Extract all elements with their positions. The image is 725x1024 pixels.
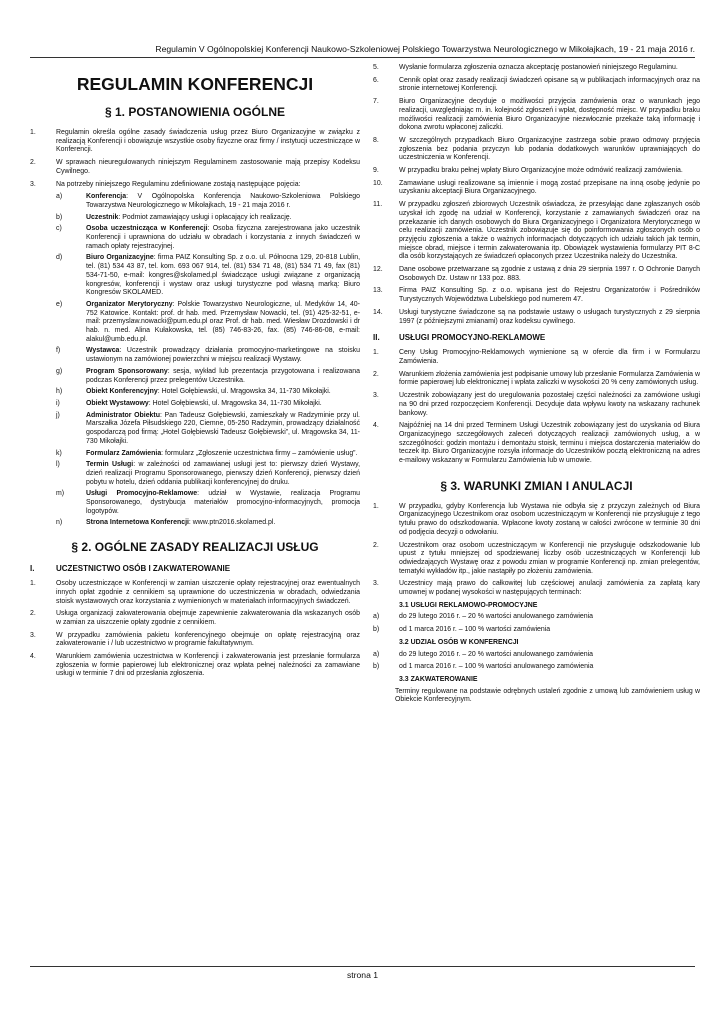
item-text: Na potrzeby niniejszego Regulaminu zdefiniowane zostają następujące pojęcia: bbox=[56, 180, 301, 188]
list-item bbox=[373, 167, 700, 176]
list-item bbox=[30, 181, 360, 190]
item-number: 4. bbox=[30, 653, 36, 661]
term-label: Osoba uczestnicząca w Konferencji bbox=[86, 225, 208, 233]
item-number: 9. bbox=[373, 167, 379, 175]
item-text: Biuro Organizacyjne decyduje o możliwości przyjęcia zamówienia oraz o warunkach jego realizacji, uwzględniając m. in. kolejność zgłoszeń i wpłat, dostępność miejsc. W przypadku braku możliwości realizacji zamówienia Biuro Organizacyjne niezwłocznie przekaże taką informację i dokona zwrotu wpłaconej zaliczki. bbox=[399, 98, 700, 132]
list-item bbox=[373, 98, 700, 133]
list-item bbox=[30, 580, 360, 606]
document-title: REGULAMIN KONFERENCJI bbox=[76, 74, 314, 94]
item-text: Firma PAIZ Konsulting Sp. z o.o. wpisana jest do Rejestru Organizatorów i Pośredników Turystycznych Województwa Lubelskiego pod numerem 47. bbox=[399, 287, 700, 304]
subsection-II-heading: II. USŁUGI PROMOCYJNO-REKLAMOWE bbox=[373, 333, 546, 343]
list-item bbox=[373, 266, 700, 283]
list-item bbox=[56, 193, 360, 210]
item-text: : sesja, wykład lub prezentacja przygotowana i realizowana podczas Konferencji przez prelegentów Uczestnika. bbox=[86, 367, 360, 384]
page-number: strona 1 bbox=[346, 970, 379, 980]
item-text: : Hotel Gołębiewski, ul. Mrągowska 34, 11-730 Mikołajki. bbox=[148, 399, 322, 407]
list-item bbox=[30, 610, 360, 627]
list-item bbox=[373, 180, 700, 197]
list-item bbox=[56, 490, 360, 516]
item-number: 2. bbox=[30, 159, 36, 167]
list-item bbox=[56, 519, 360, 528]
item-number: g) bbox=[56, 367, 63, 375]
item-text: Usługi turystyczne świadczone są na podstawie ustawy o usługach turystycznych z 29 sierpnia 1997 (z późniejszymi zmianami) oraz kodeksu cywilnego. bbox=[399, 308, 700, 325]
item-number: 2. bbox=[30, 610, 36, 618]
item-text: Usługa organizacji zakwaterowania obejmuje zapewnienie zakwaterowania dla wskazanych osób w zamian za uiszczenie opłaty zgodnie z cennikiem. bbox=[56, 610, 360, 626]
list-item bbox=[56, 412, 360, 447]
list-item bbox=[373, 371, 700, 388]
item-text: W przypadku zamówienia pakietu konferencyjnego obejmuje on opłatę rejestracyjną oraz zakwaterowanie i / lub uczestnictwo w programie fakultatywnym. bbox=[56, 631, 360, 648]
item-number: c) bbox=[56, 225, 62, 233]
term-label: Obiekt Wystawowy bbox=[86, 399, 149, 407]
item-number: b) bbox=[56, 213, 63, 221]
item-text: : Osoba fizyczna zarejestrowana jako uczestnik Konferencji i uprawniona do udziału w obradach i korzystania z innych świadczeń w ramach opłaty rejestracyjnej. bbox=[86, 225, 360, 250]
item-text: : www.ptn2016.skolamed.pl. bbox=[188, 519, 276, 527]
item-number: d) bbox=[56, 254, 63, 262]
term-label: Obiekt Konferencyjny bbox=[86, 388, 158, 396]
term-label: Termin Usługi bbox=[86, 461, 134, 469]
item-number: 5. bbox=[373, 64, 379, 71]
item-text: Uczestnikom oraz osobom uczestniczącym w Konferencji nie przysługuje odszkodowanie lub upust z tytułu mniejszej od spodziewanej liczby osób uczestniczących w Konferencji lub odwiedzających Wystawę oraz z powodu zmian w programie Konferencji np. zmian prelegentów, tematyki wykładów itp., jakie nastąpiły po złożeniu zamówienia. bbox=[399, 541, 700, 575]
list-item bbox=[56, 254, 360, 298]
list-item bbox=[56, 450, 360, 459]
item-text: Regulamin określa ogólne zasady świadczenia usług przez Biuro Organizacyjne w związku z realizacją Konferencji i obowiązuje wszystkie osoby fizyczne oraz firmy / instytucji uczestniczące w Konferencji. bbox=[56, 129, 360, 154]
item-text: W przypadku zgłoszeń zbiorowych Uczestnik oświadcza, że przesyłając dane zgłaszanych osób uzyskał ich zgodę na udział w Konferencji, korzystanie z zamawianych świadczeń oraz na przekazanie ich danych osobowych do Biura Organizacyjnego i Organizatora Merytorycznego w celu realizacji zamówienia. Uczestnik zobowiązuje się do poinformowania zgłoszonych osób o przyjęciu zgłoszenia a także o ważnych informacjach dotyczących ich udziału takich jak termin, miejsce obrad, miejsce i termin zakwaterowania itp. Obowiązek wystawienia formularzy PIT 8-C dla osób korzystających ze świadczeń opłaconych przez Uczestnika należy do Uczestnika. bbox=[399, 201, 700, 261]
term-label: Konferencja bbox=[86, 193, 127, 201]
left-column bbox=[30, 64, 360, 683]
item-number: 4. bbox=[373, 422, 379, 430]
list-item bbox=[373, 137, 700, 163]
term-label: Administrator Obiektu bbox=[86, 411, 160, 419]
section-1-list bbox=[30, 129, 360, 189]
item-text: Warunkiem złożenia zamówienia jest podpisanie umowy lub przesłanie Formularza Zamówienia w formie papierowej lub elektronicznej i wpłata zaliczki w wysokości 20 % ceny zamówionych usług. bbox=[399, 370, 700, 387]
list-item bbox=[30, 129, 360, 155]
term-label: Uczestnik bbox=[86, 213, 119, 221]
item-text: W sprawach nieuregulowanych niniejszym Regulaminem zastosowanie mają przepisy Kodeksu Cywilnego. bbox=[56, 159, 360, 175]
list-item bbox=[56, 400, 360, 409]
item-text: Ceny Usług Promocyjno-Reklamowych wymienione są w ofercie dla firm i w Formularzu Zamówienia. bbox=[399, 349, 700, 365]
item-number: m) bbox=[56, 490, 65, 498]
item-text: Dane osobowe przetwarzane są zgodnie z ustawą z dnia 29 sierpnia 1997 r. O Ochronie Danych Osobowych Dz. Ustaw nr 133 poz. 883. bbox=[399, 266, 700, 282]
list-item bbox=[373, 349, 700, 366]
item-number: 10. bbox=[373, 179, 383, 187]
item-text: : Uczestnik prowadzący działania promocyjno-marketingowe na stoisku ustawionym na zamówionej powierzchni w miejscu realizacji Wystawy. bbox=[86, 347, 360, 364]
list-item bbox=[373, 77, 700, 94]
item-text: : Polskie Towarzystwo Neurologiczne, ul. Medyków 14, 40-752 Katowice. Kontakt: prof. dr hab. med. Przemysław Nowacki, tel. (91) 425-32-51, e-mail: przemyslaw.nowacki@pum.edu.pl oraz Prof. dr hab. med. Wiesław Drozdowski i dr hab. n. med. Alina Kułakowska, tel. (85) 746-83-26, fax. (85) 746-86-08, e-mail: alakul@umb.edu.pl. bbox=[86, 300, 360, 343]
list-item bbox=[373, 542, 700, 577]
list-item bbox=[56, 225, 360, 251]
group-3-1-heading: 3.1 USŁUGI REKLAMOWO-PROMOCYJNE bbox=[399, 601, 538, 609]
item-number: 6. bbox=[373, 76, 379, 84]
item-number: n) bbox=[56, 519, 63, 527]
item-text: Wysłanie formularza zgłoszenia oznacza akceptację postanowień niniejszego Regulaminu. bbox=[399, 64, 678, 71]
term-label: Strona Internetowa Konferencji bbox=[86, 519, 189, 527]
item-text: Uczestnicy mają prawo do całkowitej lub częściowej anulacji zamówienia za zapłatą kary umownej w podanej wysokości w następujących terminach: bbox=[399, 580, 700, 597]
item-text: : Podmiot zamawiający usługi i opłacający ich realizację. bbox=[118, 213, 292, 221]
group-3-2-heading: 3.2 UDZIAŁ OSÓB W KONFERENCJI bbox=[399, 638, 519, 646]
list-item bbox=[373, 287, 700, 304]
list-item: b) od 1 marca 2016 r. – 100 % wartości zamówienia bbox=[373, 626, 551, 634]
item-number: 3. bbox=[30, 631, 36, 639]
item-number: 3. bbox=[373, 580, 379, 588]
term-label: Program Sponsorowany bbox=[86, 367, 168, 375]
item-text: Warunkiem zamówienia uczestnictwa w Konferencji i zakwaterowania jest przesłanie formularza zgłoszenia w formie papierowej lub elektronicznej oraz wpłata pełnej należności za zamawiane usługi w terminie 7 dni od przesłania zgłoszenia. bbox=[56, 653, 360, 678]
list-item bbox=[373, 309, 700, 326]
list-item: b) od 1 marca 2016 r. – 100 % wartości anulowanego zamówienia bbox=[373, 663, 594, 671]
accommodation-text: Terminy regulowane na podstawie odrębnych ustaleń zgodnie z umową lub zamówieniem usług w Obiekcie Konferecyjnym. bbox=[395, 687, 700, 704]
item-text: : udział w Wystawie, realizacja Programu Sponsorowanego, dystrybucja materiałów promocyjno-informacyjnych, promocja logotypów. bbox=[86, 490, 361, 515]
term-label: Biuro Organizacyjne bbox=[86, 254, 154, 262]
definitions-list bbox=[30, 193, 360, 528]
list-item bbox=[373, 64, 700, 73]
list-item bbox=[56, 388, 360, 397]
section-1-heading: § 1. POSTANOWIENIA OGÓLNE bbox=[104, 105, 286, 119]
item-number: 13. bbox=[373, 287, 383, 295]
right-column bbox=[373, 64, 700, 708]
item-number: 1. bbox=[373, 349, 379, 357]
list-item bbox=[30, 632, 360, 649]
section-2-list-right bbox=[373, 64, 700, 326]
section-2-heading: § 2. OGÓLNE ZASADY REALIZACJI USŁUG bbox=[71, 540, 319, 555]
list-item bbox=[373, 580, 700, 597]
item-number: 12. bbox=[373, 266, 383, 274]
item-text: : Pan Tadeusz Gołębiewski, zamieszkały w Radzyminie przy ul. Marszałka Józefa Piłsudskiego 220, Ciemne, 05-250 Radzymin, prowadzący działalność gospodarczą pod firmą: „Hotel Gołębiewski Tadeusz Gołębiewski”, ul. Mrągowska 34, 11-730 Mikołajki. bbox=[86, 411, 360, 445]
section-2-list-left bbox=[30, 580, 360, 679]
item-number: 7. bbox=[373, 98, 379, 106]
term-label: Formularz Zamówienia bbox=[86, 449, 162, 457]
list-item: a) do 29 lutego 2016 r. – 20 % wartości anulowanego zamówienia bbox=[373, 613, 593, 621]
list-item bbox=[56, 461, 360, 487]
item-text: W szczególnych przypadkach Biuro Organizacyjne zastrzega sobie prawo odmowy przyjęcia zgłoszenia bez podania przyczyn lub podania dodatkowych warunków uprawniających do uczestniczenia w Konferencji. bbox=[399, 136, 700, 162]
term-label: Wystawca bbox=[86, 347, 120, 355]
item-number: j) bbox=[56, 411, 60, 419]
item-text: : V Ogólnopolska Konferencja Naukowo-Szkoleniowa Polskiego Towarzystwa Neurologicznego w Mikołajkach, 19 - 21 maja 2016 r. bbox=[86, 193, 360, 209]
item-number: l) bbox=[56, 461, 60, 469]
section-3-heading: § 3. WARUNKI ZMIAN I ANULACJI bbox=[440, 478, 633, 493]
item-number: i) bbox=[56, 399, 60, 407]
list-item bbox=[56, 347, 360, 364]
list-item bbox=[30, 653, 360, 679]
term-label: Usługi Promocyjno-Reklamowe bbox=[86, 490, 198, 498]
list-item bbox=[56, 301, 360, 345]
item-number: f) bbox=[56, 347, 61, 355]
list-item bbox=[373, 503, 700, 538]
subsection-I-heading: I. UCZESTNICTWO OSÓB I ZAKWATEROWANIE bbox=[30, 564, 231, 574]
item-text: Uczestnik zobowiązany jest do uregulowania pozostałej części należności za zamówione usługi na 90 dni przed rozpoczęciem Konferencji. Decyduje data wpływu kwoty na wskazany rachunek bankowy. bbox=[399, 392, 700, 417]
item-number: 3. bbox=[30, 180, 36, 188]
header-divider bbox=[30, 57, 695, 58]
item-number: 3. bbox=[373, 392, 379, 400]
page-header: Regulamin V Ogólnopolskiej Konferencji Naukowo-Szkoleniowej Polskiego Towarzystwa Neurologicznego w Mikołajkach, 19 - 21 maja 2016 r. bbox=[155, 44, 695, 54]
list-item bbox=[373, 201, 700, 262]
footer-divider bbox=[30, 966, 695, 967]
group-3-3-heading: 3.3 ZAKWATEROWANIE bbox=[399, 675, 478, 683]
item-text: W przypadku, gdyby Konferencja lub Wystawa nie odbyła się z przyczyn zależnych od Biura Organizacyjnego Uczestnikom oraz osobom uczestniczącym w Konferencji nie przysługuje z tego tytułu prawo do odszkodowania. Wpłacone kwoty zostaną w całości zwrócone w terminie 30 dni od podjęcia decyzji o odwołaniu. bbox=[399, 502, 700, 536]
item-number: 2. bbox=[373, 370, 379, 378]
item-number: 8. bbox=[373, 136, 379, 144]
term-label: Organizator Merytoryczny bbox=[86, 300, 173, 308]
list-item bbox=[373, 422, 700, 466]
item-number: 1. bbox=[373, 502, 379, 510]
item-number: k) bbox=[56, 449, 62, 457]
item-number: e) bbox=[56, 300, 63, 308]
section-3-list bbox=[373, 503, 700, 598]
item-number: 14. bbox=[373, 308, 383, 316]
list-item: a) do 29 lutego 2016 r. – 20 % wartości anulowanego zamówienia bbox=[373, 650, 593, 658]
item-number: 1. bbox=[30, 129, 36, 136]
item-text: Osoby uczestniczące w Konferencji w zamian uiszczenie opłaty rejestracyjnej oraz ewentualnych innych opłat zgodnie z cennikiem są uprawnione do uczestniczenia w obradach, odwiedzania stoisk wystawowych oraz korzystania z wymienionych w materiałach informacyjnych świadczeń. bbox=[56, 580, 360, 605]
item-text: Cennik opłat oraz zasady realizacji świadczeń opisane są w publikacjach informacyjnych oraz na stronie internetowej Konferencji. bbox=[399, 76, 700, 93]
item-text: Zamawiane usługi realizowane są imiennie i mogą zostać przepisane na inną osobę jedynie po uzyskaniu akceptacji Biura Organizacyjnego. bbox=[399, 179, 700, 196]
item-number: 2. bbox=[373, 541, 379, 549]
item-text: W przypadku braku pełnej wpłaty Biuro Organizacyjne może odmówić realizacji zamówienia. bbox=[399, 167, 683, 175]
item-text: Najpóźniej na 14 dni przed Terminem Usługi Uczestnik zobowiązany jest do uzyskania od Biura Organizacyjnego szczegółowych zaleceń dotyczących realizacji zamówionych usług, a w szczególności: godzin montażu i demontażu stoisk, terminu i miejsca dostarczenia materiałów do teczek itp. Biuro Organizacyjne rozsyła informacje do Uczestników pocztą elektroniczną na adres e-mailowy wskazany w Formularzu Zamówienia lub w umowie. bbox=[399, 422, 700, 465]
list-item bbox=[30, 159, 360, 176]
list-item bbox=[56, 214, 360, 223]
item-text: : firma PAIZ Konsulting Sp. z o.o. ul. Północna 129, 20-818 Lublin, tel. (81) 534 43 87, tel. kom. 693 067 914, tel. (81) 534 71 48, (81) 534 71 49, fax (81) 534-71-50, e-mail: kongres@skolamed.pl świadczące usługi związane z organizacją kongresów, konferencji i wystaw oraz usługi turystyczne pod własną marką: Biuro Kongresów SKOLAMED. bbox=[86, 254, 360, 297]
list-item bbox=[56, 368, 360, 385]
promotional-services-list bbox=[373, 349, 700, 465]
item-number: h) bbox=[56, 388, 63, 396]
item-number: 1. bbox=[30, 580, 36, 588]
item-text: : Hotel Gołębiewski, ul. Mrągowska 34, 11-730 Mikołajki. bbox=[157, 388, 331, 396]
item-number: a) bbox=[56, 193, 63, 201]
item-text: : w zależności od zamawianej usługi jest to: pierwszy dzień Wystawy, dzień realizacji Programu Sponsorowanego, pierwszy dzień Konferencji, pierwszy dzień pobytu w hotelu, dzień oddania publikacji konferencyjnej do druku. bbox=[86, 461, 360, 486]
item-text: : formularz „Zgłoszenie uczestnictwa firmy – zamówienie usług”. bbox=[161, 449, 358, 457]
list-item bbox=[373, 392, 700, 418]
item-number: 11. bbox=[373, 201, 383, 209]
